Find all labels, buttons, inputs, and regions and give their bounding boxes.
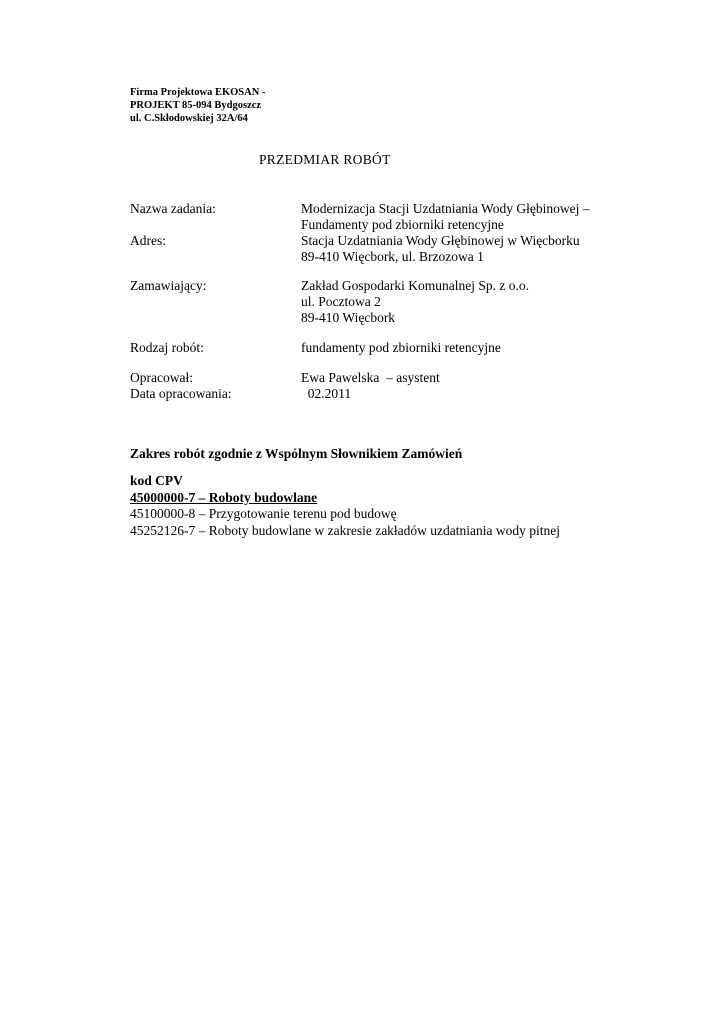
date-label: Data opracowania:: [130, 386, 232, 401]
address-label: Adres:: [130, 233, 166, 248]
work-type-value: [301, 340, 501, 356]
client-value: [301, 278, 529, 326]
task-name-line: Fundamenty pod zbiorniki retencyjne: [301, 217, 504, 232]
client-line: 89-410 Więcbork: [301, 310, 396, 325]
task-name-label: Nazwa zadania:: [130, 201, 216, 216]
company-street-line: ul. C.Skłodowskiej 32A/64: [130, 113, 248, 124]
address-value: [301, 233, 580, 265]
address-line: Stacja Uzdatniania Wody Głębinowej w Więcborku: [301, 233, 580, 248]
author-label: Opracował:: [130, 370, 193, 385]
date-value: [301, 386, 351, 402]
task-name-line: Modernizacja Stacji Uzdatniania Wody Głębinowej –: [301, 201, 590, 216]
company-city-line: PROJEKT 85-094 Bydgoszcz: [130, 100, 262, 111]
task-name-value: [301, 201, 589, 233]
cpv-main-code: 45000000-7 – Roboty budowlane: [130, 489, 318, 505]
client-label: Zamawiający:: [130, 278, 207, 293]
cpv-item: 45252126-7 – Roboty budowlane w zakresie zakładów uzdatniania wody pitnej: [130, 522, 561, 538]
cpv-section-heading: Zakres robót zgodnie z Wspólnym Słownikiem Zamówień: [130, 446, 463, 461]
address-line: 89-410 Więcbork, ul. Brzozowa 1: [301, 249, 484, 264]
cpv-item: 45100000-8 – Przygotowanie terenu pod budowę: [130, 506, 397, 521]
work-type-label: Rodzaj robót:: [130, 340, 204, 355]
company-name-line: Firma Projektowa EKOSAN -: [130, 87, 266, 98]
work-type-text: fundamenty pod zbiorniki retencyjne: [301, 340, 501, 355]
client-line: ul. Pocztowa 2: [301, 294, 381, 309]
author-text: Ewa Pawelska – asystent: [301, 370, 440, 385]
company-header: [130, 86, 265, 125]
author-value: [301, 370, 440, 386]
client-line: Zakład Gospodarki Komunalnej Sp. z o.o.: [301, 278, 529, 293]
document-title: PRZEDMIAR ROBÓT: [259, 152, 391, 167]
cpv-list: [130, 473, 560, 539]
cpv-code-label: kod CPV: [130, 473, 183, 488]
date-text: 02.2011: [301, 386, 352, 401]
